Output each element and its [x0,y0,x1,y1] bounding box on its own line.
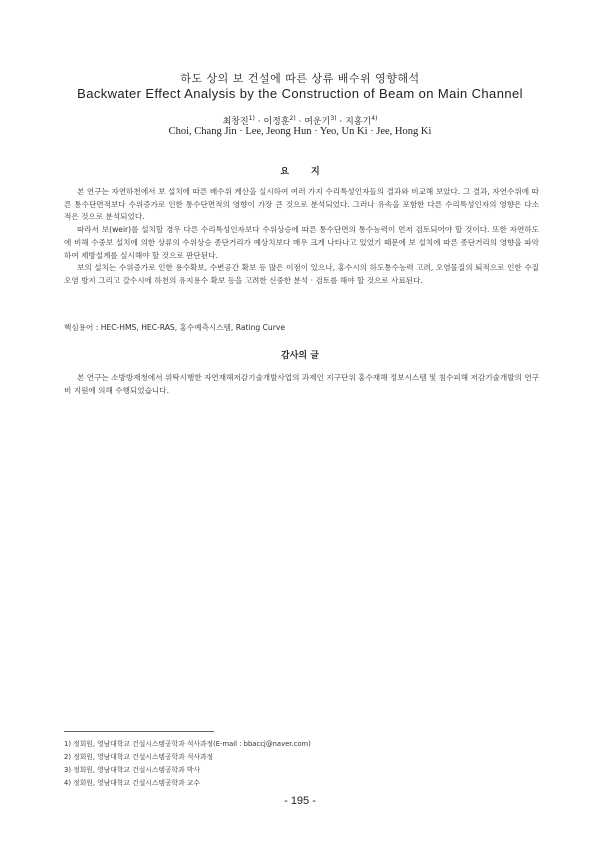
abstract-heading: 요지 [280,167,342,177]
author-name: 여운기 [304,117,331,127]
footnote: 1) 정회원, 영남대학교 건설시스템공학과 석사과정(E-mail : bbaccj@naver.com) [64,740,311,748]
title-korean: 하도 상의 보 건설에 따른 상류 배수위 영향해석 [180,72,420,85]
title-english: Backwater Effect Analysis by the Construction of Beam on Main Channel [77,86,523,101]
abstract-paragraph: 본 연구는 자연하천에서 보 설치에 따른 배수위 계산을 실시하여 여러 가지 수리특성인자들의 결과와 비교해 보았다. 그 결과, 자연수위에 따른 통수단면적보다 수위증가로 인한 통수단면적의 영향이 가장 큰 것으로 분석되었다. 그러나 유속을 포함한 다른 수리특성인자의 영향은 다소 적은 것으로 분석되었다. [64,187,539,222]
author-separator: · [295,117,305,127]
author-name: 이정훈 [263,117,290,127]
acknowledgement-heading: 감사의 글 [281,351,319,361]
abstract-paragraph: 보의 설치는 수위증가로 인한 용수확보, 수변공간 확보 등 많은 이점이 있으나, 홍수시의 하도통수능력 고려, 오염물질의 퇴적으로 인한 수질오염 방지 그리고 갈수시에 하천의 유지용수 확보 등을 고려한 신중한 분석 · 검토를 해야 할 것으로 사료된다. [64,263,539,285]
keywords-label: 핵심용어 : [64,323,101,332]
author-mark: 3) [330,115,337,122]
keywords-text: HEC-HMS, HEC-RAS, 홍수예측시스템, Rating Curve [100,323,286,332]
footnote: 2) 정회원, 영남대학교 건설시스템공학과 석사과정 [64,753,214,761]
author-mark: 2) [289,115,296,122]
keywords [64,322,539,333]
footnotes [64,738,539,790]
author-name: 최창진 [222,117,249,127]
footnote-divider [64,731,214,732]
author-mark: 4) [371,115,378,122]
acknowledgement-paragraph: 본 연구는 소방방재청에서 위탁시행한 자연재해저감기술개발사업의 과제인 지구단위 홍수재해 정보시스템 및 침수피해 저감기술개발의 연구비 지원에 의해 수행되었습니다. [64,373,539,395]
author-separator: · [254,117,264,127]
acknowledgement-body [64,372,539,397]
author-mark: 1) [248,115,255,122]
author-separator: · [336,117,346,127]
footnote: 4) 정회원, 영남대학교 건설시스템공학과 교수 [64,779,200,787]
abstract-body [64,186,539,288]
footnote: 3) 정회원, 영남대학교 건설시스템공학과 박사 [64,766,200,774]
abstract-paragraph: 따라서 보(weir)를 설치할 경우 다른 수리특성인자보다 수위상승에 따른 통수단면의 통수능력이 먼저 검토되어야 할 것이다. 또한 자연하도에 비해 수중보 설치에 의한 상류의 수위상승 종단거리가 예상치보다 매우 크게 나타나고 있었기 때문에 보 설치에 따른 종단거리의 영향을 파악하여 제방설계를 실시해야 할 것으로 판단된다. [64,225,539,260]
authors-english: Choi, Chang Jin · Lee, Jeong Hun · Yeo, Un Ki · Jee, Hong Ki [168,126,432,137]
page-number: - 195 - [284,795,316,807]
author-name: 지홍기 [345,117,372,127]
